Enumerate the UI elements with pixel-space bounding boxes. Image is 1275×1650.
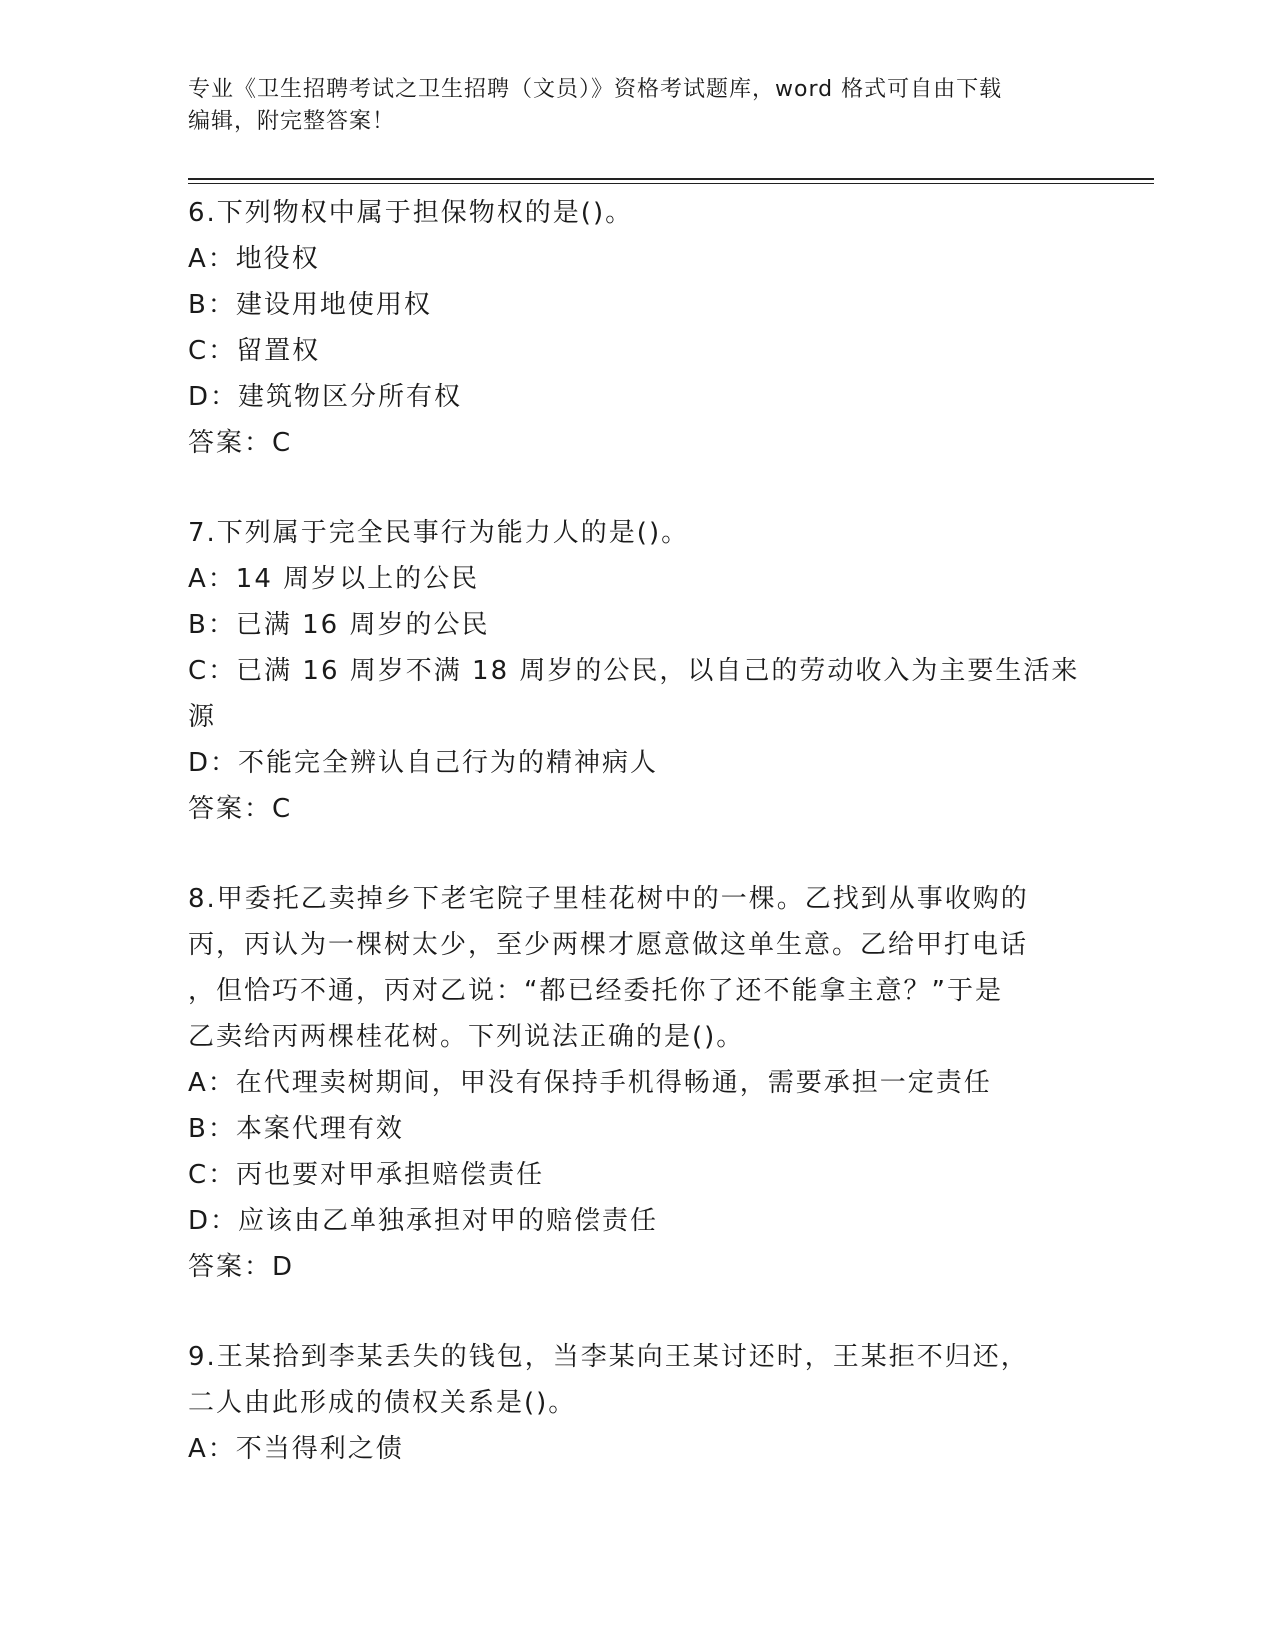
answer-option-text: B：建设用地使用权 xyxy=(188,290,432,320)
answer-option xyxy=(188,1106,1108,1152)
question-spacer xyxy=(188,1290,1108,1334)
answer-option-text: A：在代理卖树期间，甲没有保持手机得畅通，需要承担一定责任 xyxy=(188,1068,992,1098)
answer-option-text: C：已满 16 周岁不满 18 周岁的公民，以自己的劳动收入为主要生活来 xyxy=(188,656,1080,686)
question-stem-line: 8.甲委托乙卖掉乡下老宅院子里桂花树中的一棵。乙找到从事收购的 xyxy=(188,884,1029,914)
answer-option xyxy=(188,556,1108,602)
answer-option xyxy=(188,648,1108,740)
answer-option-text: A：不当得利之债 xyxy=(188,1434,404,1464)
question-block xyxy=(188,190,1108,466)
question-stem-line: 9.王某拾到李某丢失的钱包，当李某向王某讨还时，王某拒不归还， xyxy=(188,1342,1029,1372)
answer-option xyxy=(188,236,1108,282)
answer-option-text: D：建筑物区分所有权 xyxy=(188,382,463,412)
answer-option xyxy=(188,1060,1108,1106)
answer-option-text: C：留置权 xyxy=(188,336,321,366)
question-block xyxy=(188,510,1108,832)
answer-option xyxy=(188,1152,1108,1198)
answer-key: 答案：D xyxy=(188,1252,295,1282)
question-block xyxy=(188,876,1108,1290)
header-divider-thin xyxy=(188,183,1154,184)
question-stem-line: 二人由此形成的债权关系是()。 xyxy=(188,1388,577,1418)
answer-option xyxy=(188,1426,1108,1472)
answer-option xyxy=(188,740,1108,786)
question-spacer xyxy=(188,466,1108,510)
answer-option xyxy=(188,328,1108,374)
question-list xyxy=(188,190,1108,1472)
answer-option-text: A：14 周岁以上的公民 xyxy=(188,564,480,594)
question-stem-line: 7.下列属于完全民事行为能力人的是()。 xyxy=(188,518,690,548)
question-stem-line: 6.下列物权中属于担保物权的是()。 xyxy=(188,198,634,228)
question-stem-line: 乙卖给丙两棵桂花树。下列说法正确的是()。 xyxy=(188,1022,745,1052)
answer-option-text: 源 xyxy=(188,702,217,732)
header-divider-thick xyxy=(188,178,1154,180)
header-line-1: 专业《卫生招聘考试之卫生招聘（文员）》资格考试题库，word 格式可自由下载 xyxy=(188,77,1003,102)
answer-option xyxy=(188,282,1108,328)
question-stem-line: 丙，丙认为一棵树太少，至少两棵才愿意做这单生意。乙给甲打电话 xyxy=(188,930,1029,960)
answer-option-text: D：不能完全辨认自己行为的精神病人 xyxy=(188,748,659,778)
answer-option-text: A：地役权 xyxy=(188,244,320,274)
answer-option xyxy=(188,374,1108,420)
question-stem-line: ，但恰巧不通，丙对乙说：“都已经委托你了还不能拿主意？”于是 xyxy=(188,976,1003,1006)
header-line-2: 编辑，附完整答案！ xyxy=(188,109,396,134)
document-header xyxy=(188,74,1088,138)
answer-key: 答案：C xyxy=(188,794,293,824)
answer-option-text: C：丙也要对甲承担赔偿责任 xyxy=(188,1160,545,1190)
answer-option-text: B：已满 16 周岁的公民 xyxy=(188,610,490,640)
answer-option-text: D：应该由乙单独承担对甲的赔偿责任 xyxy=(188,1206,659,1236)
answer-option xyxy=(188,1198,1108,1244)
question-block xyxy=(188,1334,1108,1472)
answer-option-text: B：本案代理有效 xyxy=(188,1114,404,1144)
answer-key: 答案：C xyxy=(188,428,293,458)
question-spacer xyxy=(188,832,1108,876)
answer-option xyxy=(188,602,1108,648)
